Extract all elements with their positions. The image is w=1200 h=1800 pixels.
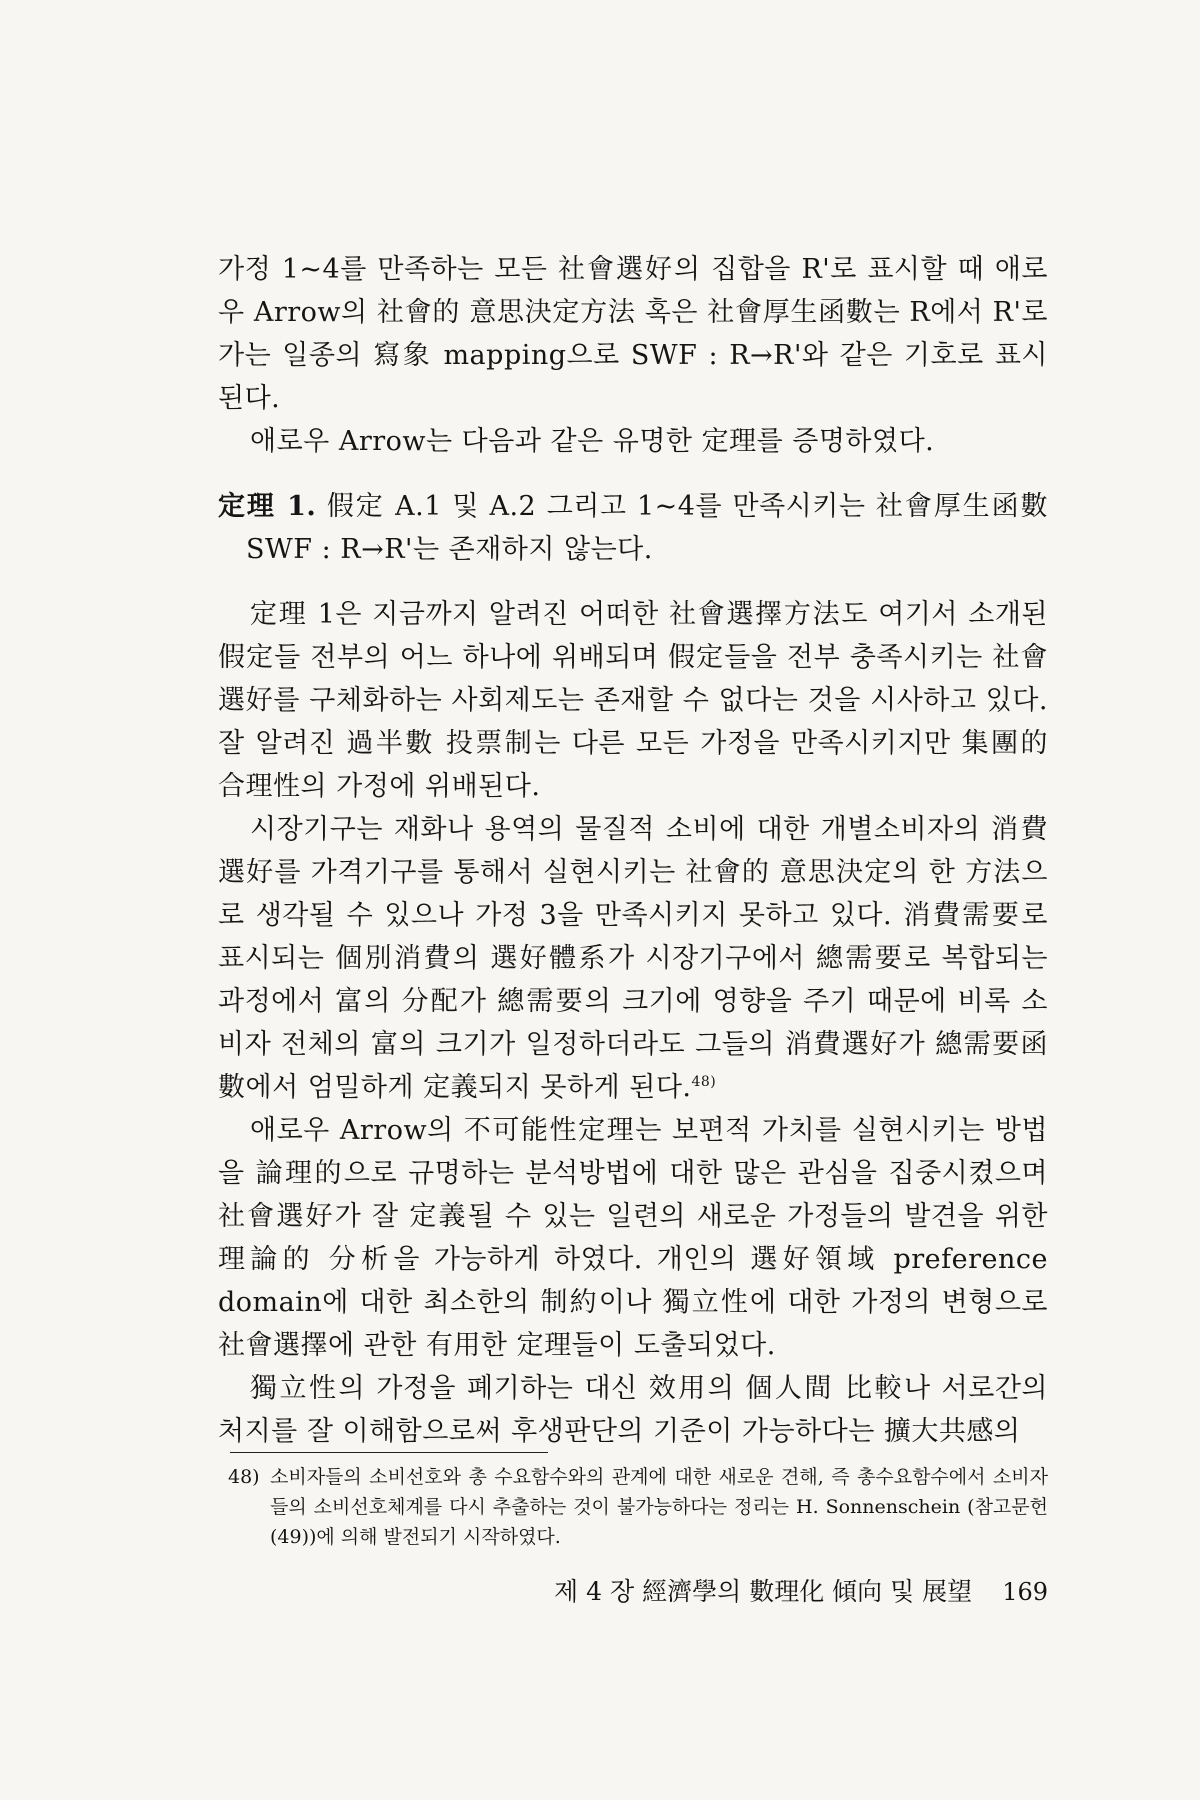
footnote-number: 48)	[228, 1466, 260, 1488]
chapter-title: 제 4 장 經濟學의 數理化 傾向 및 展望	[554, 1577, 973, 1606]
paragraph-theorem-implication: 定理 1은 지금까지 알려진 어떠한 社會選擇方法도 여기서 소개된 假定들 전부의 어느 하나에 위배되며 假定들을 전부 충족시키는 社會選好를 구체화하는 사회제도는 존재할 수 없다는 것을 시사하고 있다. 잘 알려진 過半數 投票制는 다른 모든 가정을 만족시키지만 集團的 合理性의 가정에 위배된다.	[218, 599, 1048, 802]
page-number: 169	[1002, 1578, 1048, 1606]
footnote-48	[218, 1462, 1048, 1552]
footnotes	[218, 1462, 1048, 1552]
paragraph-swf-definition: 가정 1~4를 만족하는 모든 社會選好의 집합을 R'로 표시할 때 애로우 Arrow의 社會的 意思決定方法 혹은 社會厚生函數는 R에서 R'로 가는 일종의 寫象 mapping으로 SWF : R→R'와 같은 기호로 표시된다.	[218, 254, 1048, 414]
theorem-statement: 假定 A.1 및 A.2 그리고 1~4를 만족시키는 社會厚生函數 SWF : R→R'는 존재하지 않는다.	[246, 491, 1048, 565]
footnote-reference[interactable]: 48)	[691, 1074, 717, 1090]
theorem-label: 定理 1.	[218, 491, 317, 522]
paragraph-market-mechanism-text: 시장기구는 재화나 용역의 물질적 소비에 대한 개별소비자의 消費選好를 가격기구를 통해서 실현시키는 社會的 意思決定의 한 方法으로 생각될 수 있으나 가정 3을 만족시키지 못하고 있다. 消費需要로 표시되는 個別消費의 選好體系가 시장기구에서 總需要로 복합되는 과정에서 富의 分配가 總需要의 크기에 영향을 주기 때문에 비록 소비자 전체의 富의 크기가 일정하더라도 그들의 消費選好가 總需要函數에서 엄밀하게 定義되지 못하게 된다.	[218, 814, 1048, 1103]
body-text	[218, 248, 1048, 1453]
footnote-text: 소비자들의 소비선호와 총 수요함수와의 관계에 대한 새로운 견해, 즉 총수요함수에서 소비자들의 소비선호체계를 다시 추출하는 것이 불가능하다는 정리는 H. Sonnenschein (참고문헌 (49))에 의해 발전되기 시작하였다.	[270, 1466, 1048, 1548]
running-footer	[218, 1572, 1048, 1608]
paragraph-impossibility-theorem: 애로우 Arrow의 不可能性定理는 보편적 가치를 실현시키는 방법을 論理的으로 규명하는 분석방법에 대한 많은 관심을 집중시켰으며 社會選好가 잘 定義될 수 있는 일련의 새로운 가정들의 발견을 위한 理論的 分析을 가능하게 하였다. 개인의 選好領域 preference domain에 대한 최소한의 制約이나 獨立性에 대한 가정의 변형으로 社會選擇에 관한 有用한 定理들이 도출되었다.	[218, 1115, 1048, 1361]
theorem-1	[218, 485, 1048, 571]
paragraph-independence: 獨立性의 가정을 폐기하는 대신 效用의 個人間 比較나 서로간의 처지를 잘 이해함으로써 후생판단의 기준이 가능하다는 擴大共感의	[218, 1373, 1048, 1447]
paragraph-market-mechanism	[218, 808, 1048, 1109]
paragraph-theorem-intro: 애로우 Arrow는 다음과 같은 유명한 定理를 증명하였다.	[250, 426, 935, 457]
footnote-divider	[230, 1452, 548, 1453]
